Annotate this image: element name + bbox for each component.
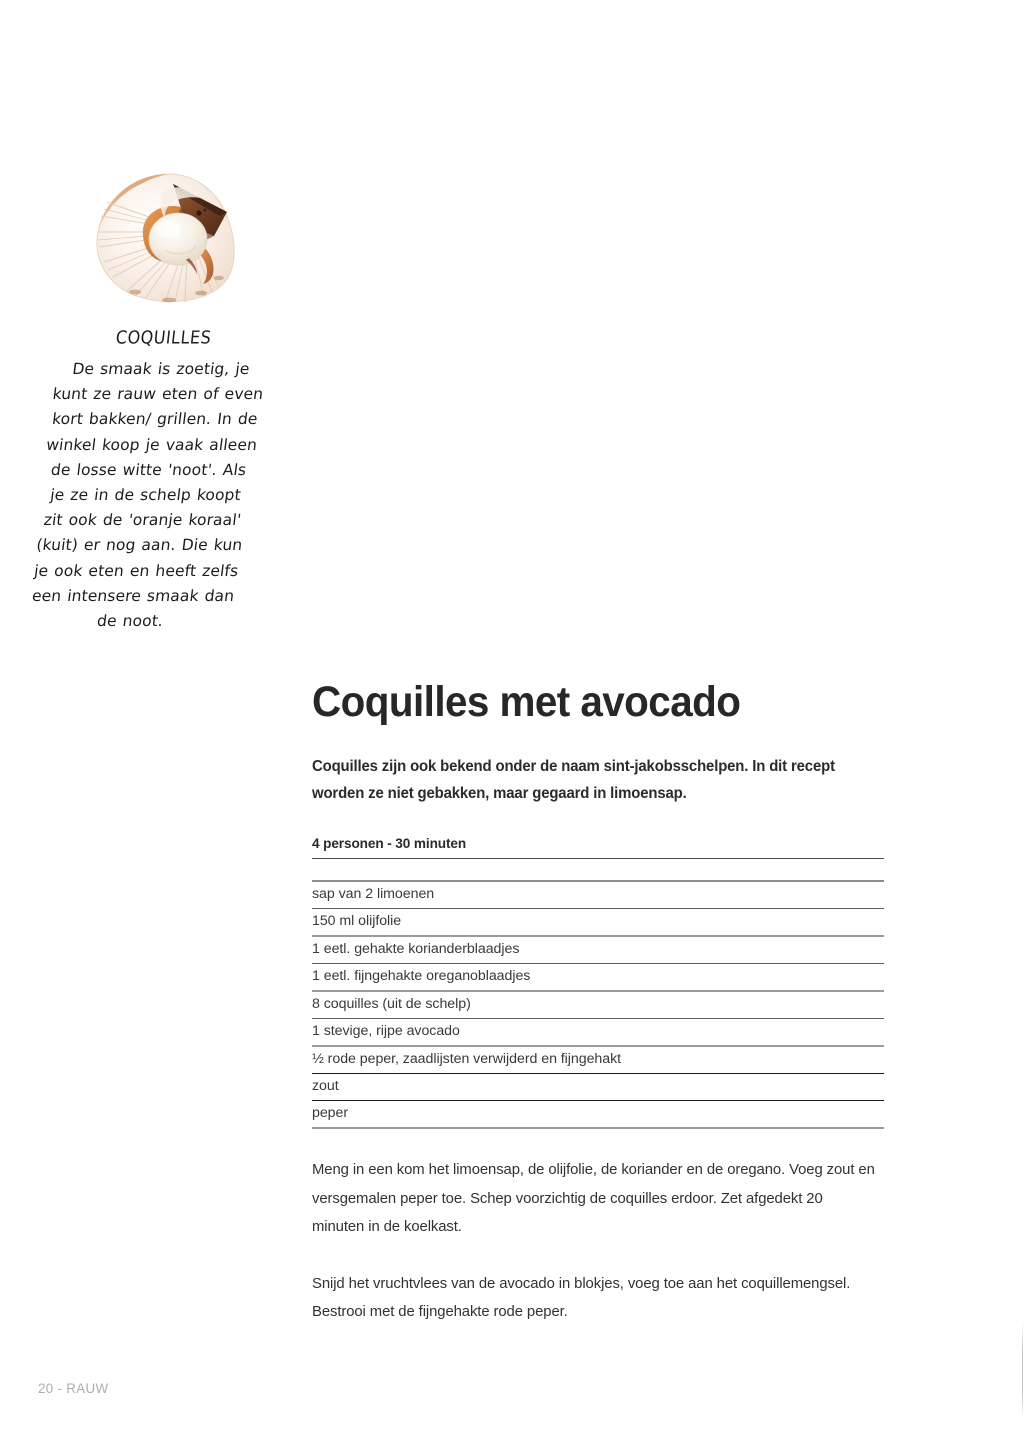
ingredient-row: 1 stevige, rijpe avocado: [312, 1019, 884, 1047]
ingredient-row: sap van 2 limoenen: [312, 882, 884, 909]
preparation-steps: [312, 1156, 884, 1327]
sidebar-column: [31, 150, 270, 634]
ingredient-row: 1 eetl. gehakte korianderblaadjes: [312, 937, 884, 964]
ingredient-row: 150 ml olijfolie: [312, 909, 884, 937]
ingredient-row: 1 eetl. fijngehakte oreganoblaadjes: [312, 964, 884, 992]
preparation-step: Snijd het vruchtvlees van de avocado in blokjes, voeg toe aan het coquillemengsel. Bestrooi met de fijngehakte rode peper.: [312, 1274, 851, 1320]
preparation-step: Meng in een kom het limoensap, de olijfolie, de koriander en de oregano. Voeg zout en versgemalen peper toe. Schep voorzichtig de coquilles erdoor. Zet afgedekt 20 minuten in de koelkast.: [312, 1161, 875, 1235]
ingredient-row: peper: [312, 1101, 884, 1129]
page-footer: 20 - RAUW: [38, 1381, 109, 1396]
recipe-title: Coquilles met avocado: [312, 678, 741, 726]
scallop-in-shell-photo: [77, 150, 257, 315]
recipe-column: [312, 678, 884, 1327]
ingredient-row: zout: [312, 1074, 884, 1101]
recipe-intro: Coquilles zijn ook bekend onder de naam sint-jakobsschelpen. In dit recept worden ze niet gebakken, maar gegaard in limoensap.: [312, 758, 835, 802]
sidebar-description: De smaak is zoetig, je kunt ze rauw eten of even kort bakken/ grillen. In de winkel koop je vaak alleen de losse witte 'noot'. Als je ze in de schelp koopt zit ook de 'oranje koraal' (kuit) er nog aan. Die kun je ook eten en heeft zelfs een intensere smaak dan de noot.: [31, 360, 265, 631]
ingredient-row: 8 coquilles (uit de schelp): [312, 992, 884, 1019]
recipe-yield: 4 personen - 30 minuten: [312, 836, 884, 859]
ingredient-list: [312, 880, 884, 1129]
sidebar-heading: COQUILLES: [114, 326, 213, 348]
ingredient-row: ½ rode peper, zaadlijsten verwijderd en fijngehakt: [312, 1047, 884, 1074]
page-edge-line: [1022, 0, 1023, 1440]
